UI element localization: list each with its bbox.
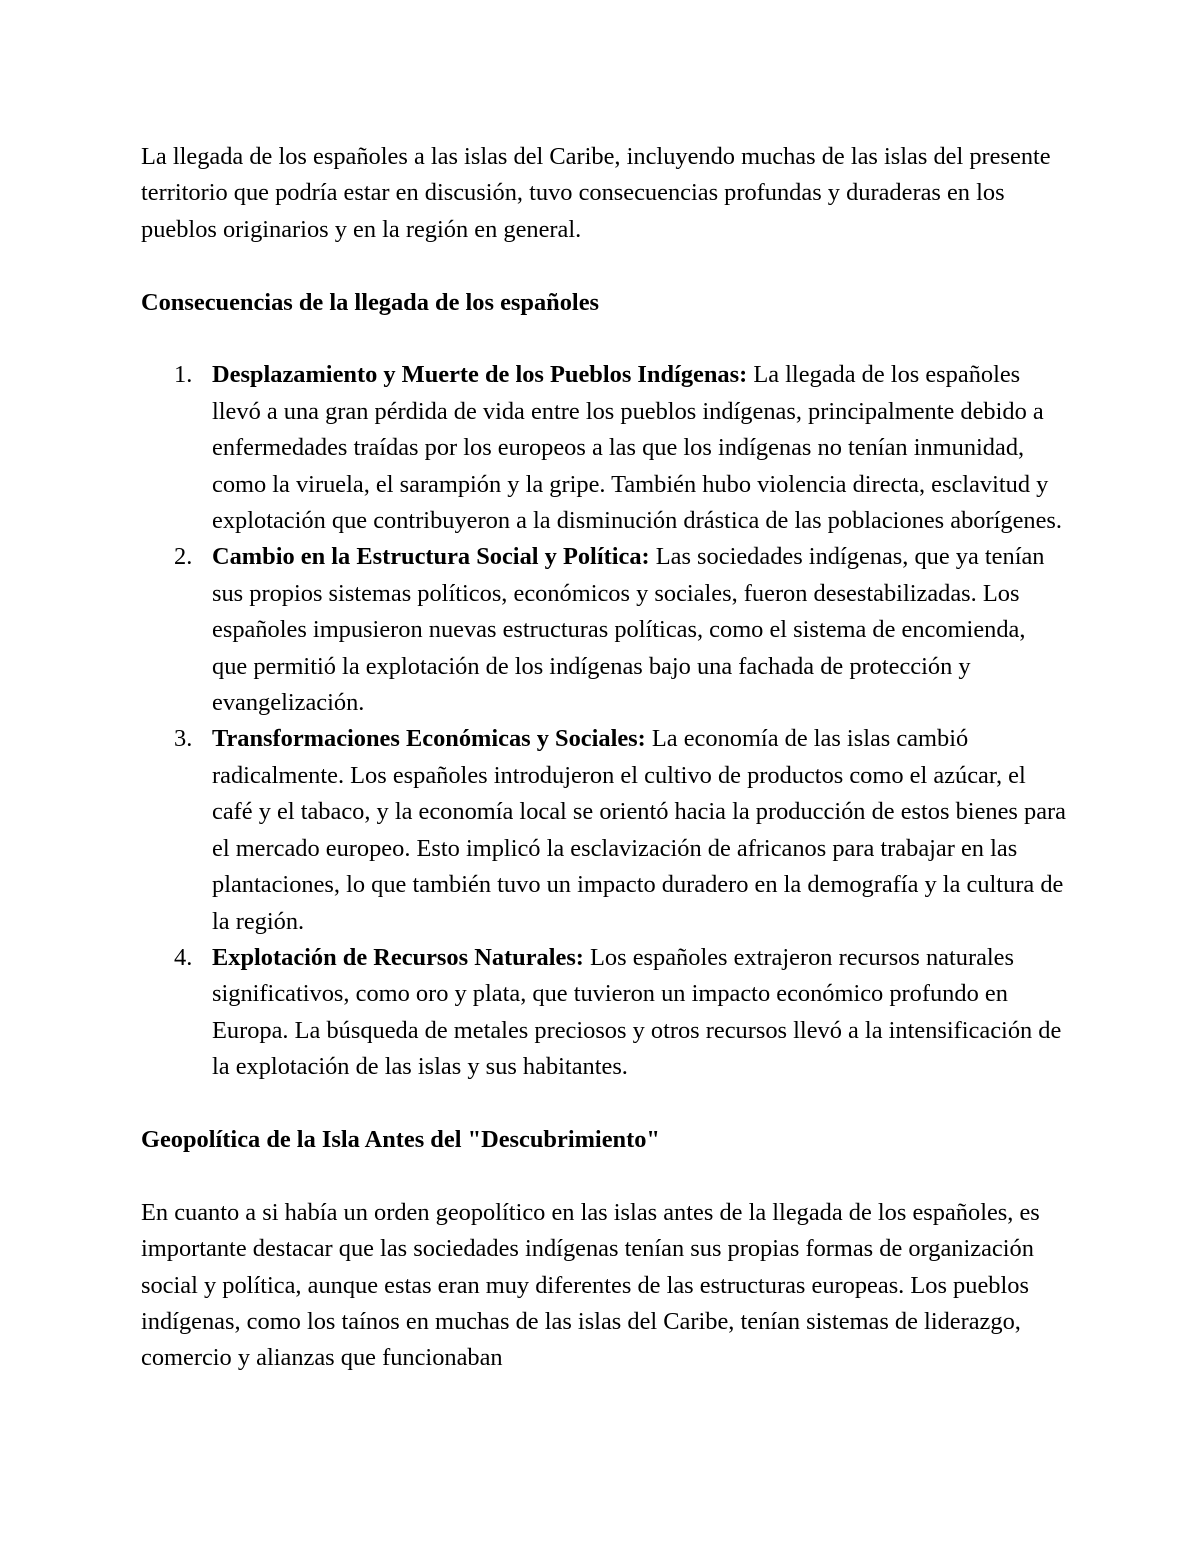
list-item xyxy=(141,940,1066,1086)
section-heading-consequences: Consecuencias de la llegada de los españoles xyxy=(141,288,600,316)
list-item-text: Los españoles extrajeron recursos naturales significativos, como oro y plata, que tuvieron un impacto económico profundo en Europa. La búsqueda de metales preciosos y otros recursos llevó a la intensificación de la explotación de las islas y sus habitantes. xyxy=(212,943,1062,1081)
list-item xyxy=(141,721,1066,939)
list-item-term: Explotación de Recursos Naturales: xyxy=(212,943,584,971)
list-item-number: 3. xyxy=(174,725,193,753)
list-item-term: Desplazamiento y Muerte de los Pueblos Indígenas: xyxy=(212,361,748,389)
geopolitics-paragraph: En cuanto a si había un orden geopolítico en las islas antes de la llegada de los españoles, es importante destacar que las sociedades indígenas tenían sus propias formas de organización social y política, aunque estas eran muy diferentes de las estructuras europeas. Los pueblos indígenas, como los taínos en muchas de las islas del Caribe, tenían sistemas de liderazgo, comercio y alianzas que funcionaban xyxy=(141,1198,1040,1372)
list-item xyxy=(141,539,1066,721)
list-item-number: 2. xyxy=(174,543,193,571)
list-item-text: Las sociedades indígenas, que ya tenían sus propios sistemas políticos, económicos y sociales, fueron desestabilizadas. Los españoles impusieron nuevas estructuras políticas, como el sistema de encomienda, que permitió la explotación de los indígenas bajo una fachada de protección y evangelización. xyxy=(212,543,1045,717)
section-heading-geopolitics: Geopolítica de la Isla Antes del "Descubrimiento" xyxy=(141,1125,660,1153)
document-body xyxy=(141,139,1066,1377)
list-item-term: Transformaciones Económicas y Sociales: xyxy=(212,725,646,753)
list-item-text: La llegada de los españoles llevó a una gran pérdida de vida entre los pueblos indígenas, principalmente debido a enfermedades traídas por los europeos a las que los indígenas no tenían inmunidad, como la viruela, el sarampión y la gripe. También hubo violencia directa, esclavitud y explotación que contribuyeron a la disminución drástica de las poblaciones aborígenes. xyxy=(212,361,1063,535)
list-item-number: 4. xyxy=(174,943,193,971)
list-item xyxy=(141,357,1066,539)
consequences-list xyxy=(141,357,1066,1085)
list-item-term: Cambio en la Estructura Social y Política: xyxy=(212,543,650,571)
list-item-number: 1. xyxy=(174,361,193,389)
list-item-text: La economía de las islas cambió radicalmente. Los españoles introdujeron el cultivo de productos como el azúcar, el café y el tabaco, y la economía local se orientó hacia la producción de estos bienes para el mercado europeo. Esto implicó la esclavización de africanos para trabajar en las plantaciones, lo que también tuvo un impacto duradero en la demografía y la cultura de la región. xyxy=(212,725,1066,935)
intro-paragraph: La llegada de los españoles a las islas del Caribe, incluyendo muchas de las islas del presente territorio que podría estar en discusión, tuvo consecuencias profundas y duraderas en los pueblos originarios y en la región en general. xyxy=(141,143,1051,243)
